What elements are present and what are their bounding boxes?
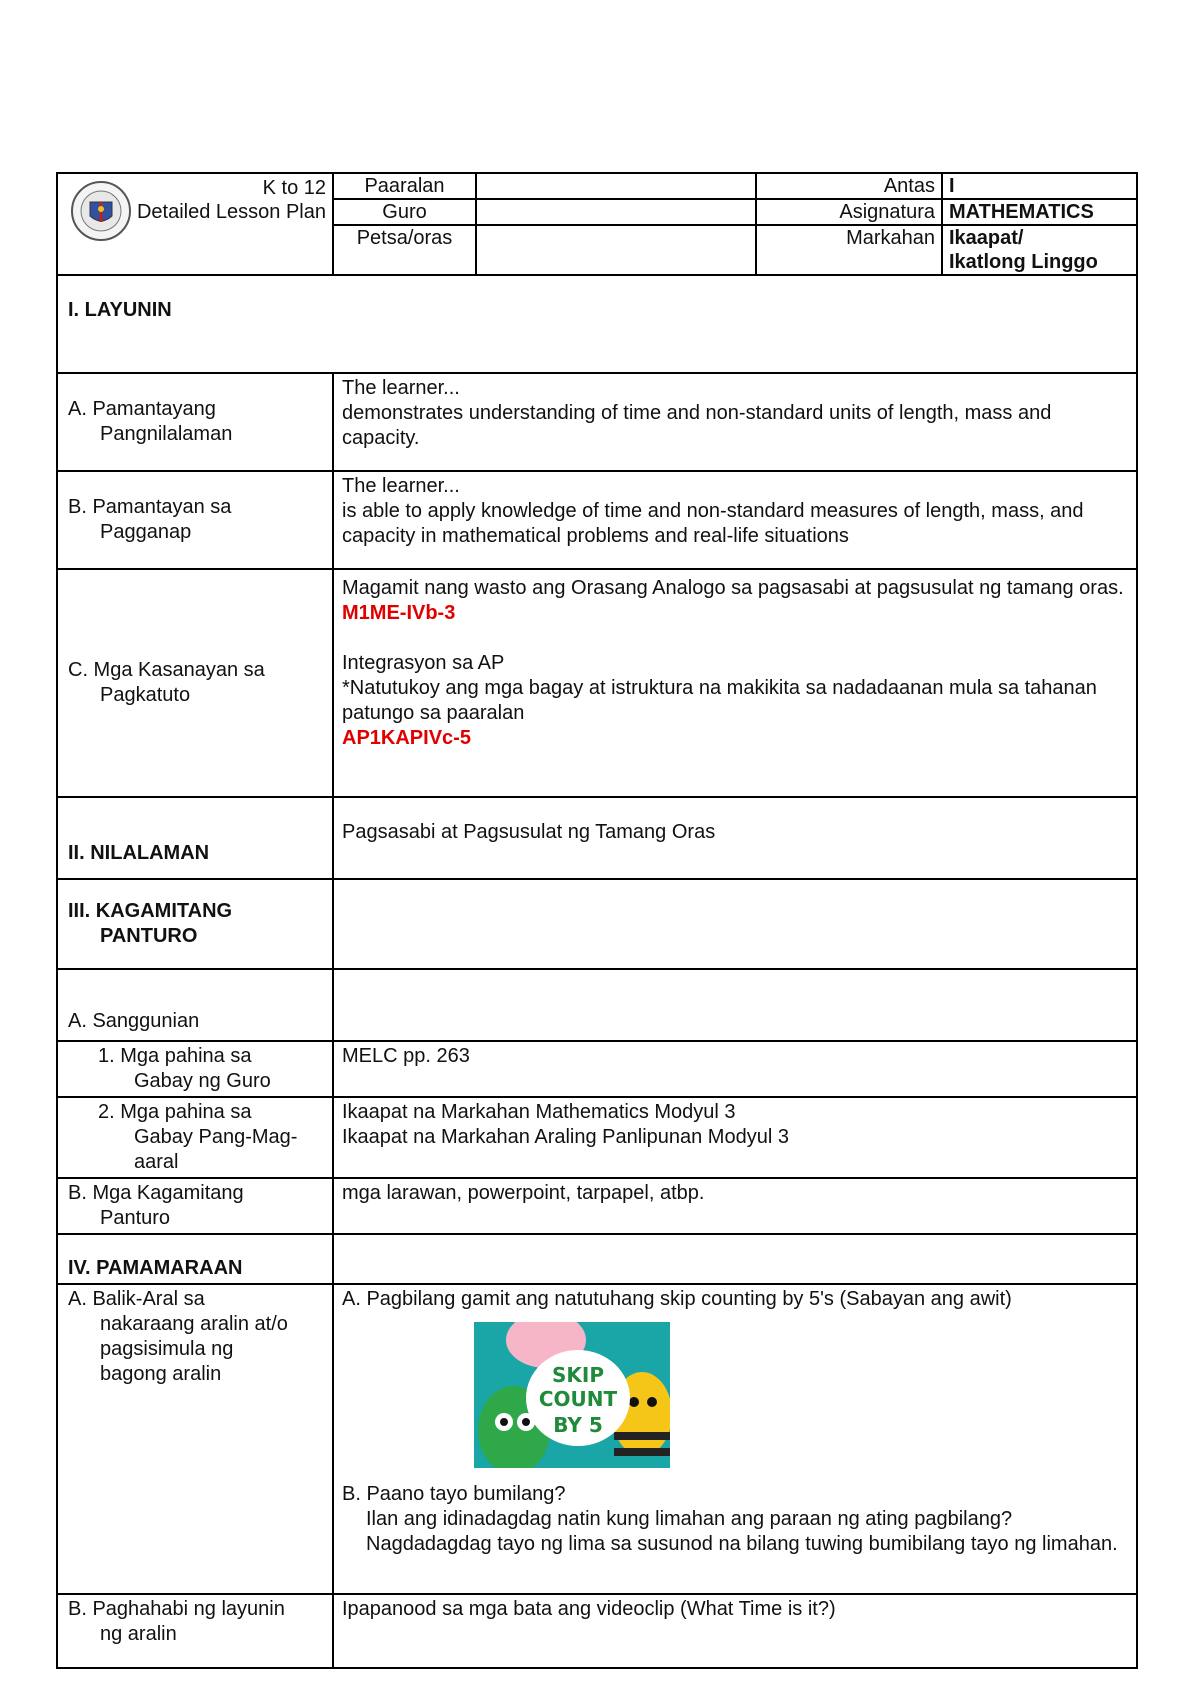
pamamaraan-heading: IV. PAMAMARAAN <box>57 1234 333 1284</box>
asignatura-value: MATHEMATICS <box>942 199 1137 225</box>
gabay-guro-text: MELC pp. 263 <box>333 1041 1137 1097</box>
asignatura-label: Asignatura <box>756 199 942 225</box>
skip-title-line3: BY 5 <box>553 1413 603 1437</box>
gabay-mag-aaral-text: Ikaapat na Markahan Mathematics Modyul 3 Ikaapat na Markahan Araling Panlipunan Modyul 3 <box>333 1097 1137 1178</box>
header-table <box>56 172 1138 276</box>
markahan-value-line1: Ikaapat/ <box>949 227 1024 249</box>
markahan-value-line2: Ikatlong Linggo <box>949 251 1098 273</box>
skip-title-line1: SKIP <box>551 1363 605 1387</box>
pamantayang-label: A. Pamantayang Pangnilalaman <box>57 373 333 471</box>
markahan-label: Markahan <box>756 225 942 275</box>
guro-label: Guro <box>333 199 476 225</box>
sanggunian-label: A. Sanggunian <box>57 969 333 1041</box>
doc-title-line1: K to 12 <box>262 177 326 199</box>
paaralan-label: Paaralan <box>333 173 476 199</box>
nilalaman-heading: II. NILALAMAN <box>57 797 333 879</box>
pamamaraan-empty <box>333 1234 1137 1284</box>
deped-seal-icon <box>70 180 132 242</box>
kasanayan-text: Magamit nang wasto ang Orasang Analogo sa pagsasabi at pagsusulat ng tamang oras. M1ME-IVb-3 Integrasyon sa AP *Natutukoy ang mga bagay at istruktura na makikita sa nadadaanan mula sa tahanan patungo sa paaralan AP1KAPIVc-5 <box>333 569 1137 797</box>
competency-code-ap: AP1KAPIVc-5 <box>342 727 471 749</box>
paghahabi-text: Ipapanood sa mga bata ang videoclip (What Time is it?) <box>333 1594 1137 1668</box>
kagamitang-panturo-label: B. Mga Kagamitang Panturo <box>57 1178 333 1234</box>
guro-value <box>476 199 756 225</box>
pamantayan-pagganap-text: The learner... is able to apply knowledge of time and non-standard measures of length, mass, and capacity in mathematical problems and real-life situations <box>333 471 1137 569</box>
lesson-plan-page <box>56 172 1136 1669</box>
paaralan-value <box>476 173 756 199</box>
paghahabi-label: B. Paghahabi ng layunin ng aralin <box>57 1594 333 1668</box>
kagamitang-panturo-text: mga larawan, powerpoint, tarpapel, atbp. <box>333 1178 1137 1234</box>
petsa-label: Petsa/oras <box>333 225 476 275</box>
pamantayang-text: The learner... demonstrates understanding of time and non-standard units of length, mass and capacity. <box>333 373 1137 471</box>
kasanayan-label: C. Mga Kasanayan sa Pagkatuto <box>57 569 333 797</box>
kagamitan-heading: III. KAGAMITANG PANTURO <box>57 879 333 969</box>
antas-label: Antas <box>756 173 942 199</box>
antas-value: I <box>942 173 1137 199</box>
gabay-guro-label: 1. Mga pahina sa Gabay ng Guro <box>57 1041 333 1097</box>
doc-title-line2: Detailed Lesson Plan <box>136 201 326 223</box>
skip-title-line2: COUNT <box>538 1387 618 1411</box>
balik-aral-text: A. Pagbilang gamit ang natutuhang skip counting by 5's (Sabayan ang awit) SKIP COUNT BY 5 B. Paano tayo bumilang? Ilan ang idinadagdag natin kung limahan ang paraan ng ating pagbilang? Nagdadagdag tayo ng lima sa susunod na bilang tuwing bumibilang tayo ng limahan. <box>333 1284 1137 1594</box>
gabay-mag-aaral-label: 2. Mga pahina sa Gabay Pang-Mag- aaral <box>57 1097 333 1178</box>
doc-title-cell <box>57 173 333 275</box>
layunin-heading: I. LAYUNIN <box>57 275 1137 373</box>
balik-aral-label: A. Balik-Aral sa nakaraang aralin at/o pagsisimula ng bagong aralin <box>57 1284 333 1594</box>
skip-count-by-5-image <box>474 1322 670 1468</box>
competency-code-math: M1ME-IVb-3 <box>342 602 456 624</box>
petsa-value <box>476 225 756 275</box>
main-table <box>56 274 1138 1669</box>
markahan-value <box>942 225 1137 275</box>
pamantayan-pagganap-label: B. Pamantayan sa Pagganap <box>57 471 333 569</box>
nilalaman-text: Pagsasabi at Pagsusulat ng Tamang Oras <box>333 797 1137 879</box>
kagamitan-empty <box>333 879 1137 969</box>
sanggunian-empty <box>333 969 1137 1041</box>
